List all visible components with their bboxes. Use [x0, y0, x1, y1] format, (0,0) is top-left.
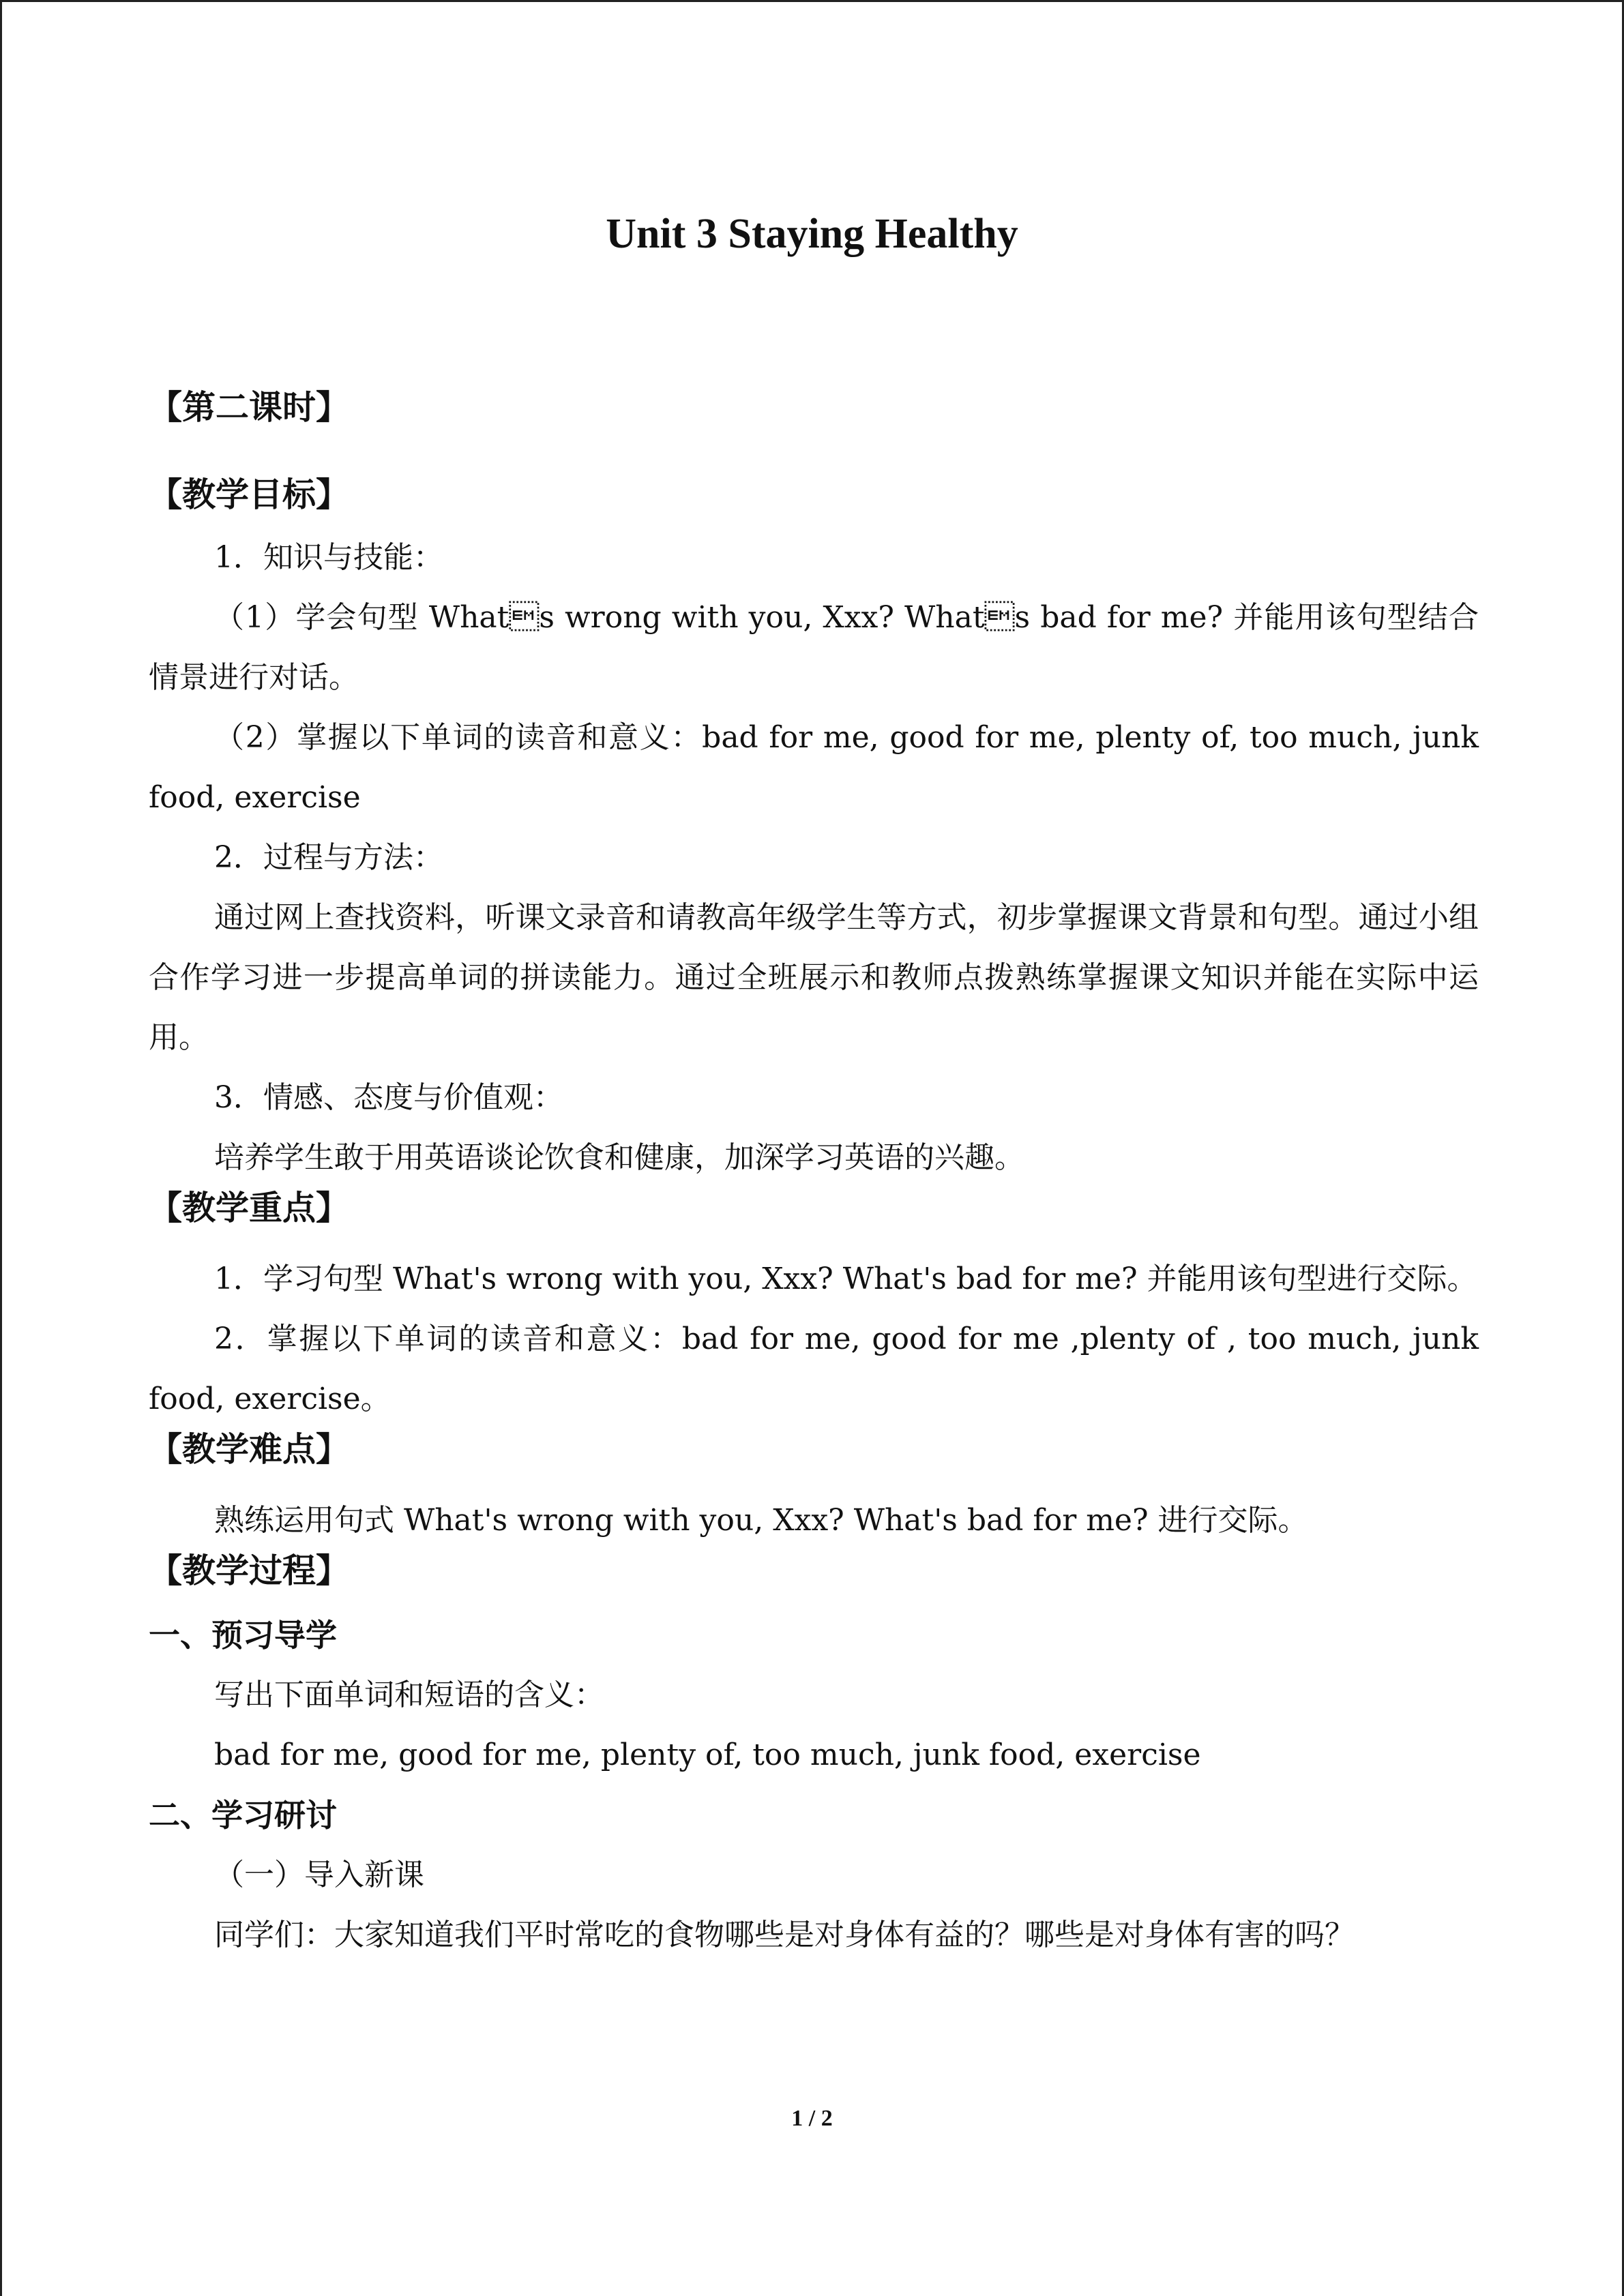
key-point-item-2: 2．掌握以下单词的读音和意义：bad for me, good for me ,plenty of , too much, junk food, exercise。	[149, 1322, 1479, 1416]
process-heading: 【教学过程】	[149, 1551, 350, 1590]
lesson-heading: 【第二课时】	[149, 388, 350, 427]
document-title: Unit 3 Staying Healthy	[606, 211, 1018, 257]
objective-item-3-text: 培养学生敢于用英语谈论饮食和健康，加深学习英语的兴趣。	[214, 1140, 1024, 1175]
objective-item-1: 1．知识与技能：	[214, 540, 443, 575]
objective-item-1a: （1）学会句型 Whats wrong with you, Xxx? Whats bad for me? 并能用该句型结合情景进行对话。	[149, 600, 1479, 695]
objective-item-2-text: 通过网上查找资料，听课文录音和请教高年级学生等方式，初步掌握课文背景和句型。通过小组合作学习进一步提高单词的拼读能力。通过全班展示和教师点拨熟练掌握课文知识并能在实际中运用。	[149, 900, 1479, 1055]
document-body	[149, 387, 1479, 1965]
process-part2-sub1: （一）导入新课	[214, 1858, 424, 1892]
key-points-heading: 【教学重点】	[149, 1189, 350, 1227]
process-part2-text: 同学们：大家知道我们平时常吃的食物哪些是对身体有益的？哪些是对身体有害的吗？	[214, 1918, 1355, 1952]
process-part2-title: 二、学习研讨	[149, 1797, 337, 1834]
process-part1-instruction: 写出下面单词和短语的含义：	[214, 1678, 604, 1712]
objective-item-3: 3．情感、态度与价值观：	[214, 1080, 563, 1115]
objective-item-2: 2．过程与方法：	[214, 840, 443, 875]
objective-item-1b: （2）掌握以下单词的读音和意义：bad for me, good for me, plenty of, too much, junk food, exercise	[149, 720, 1479, 815]
process-part1-words: bad for me, good for me, plenty of, too much, junk food, exercise	[214, 1738, 1201, 1772]
process-part1-title: 一、预习导学	[149, 1617, 337, 1654]
difficulties-text: 熟练运用句式 What's wrong with you, Xxx? What's bad for me? 进行交际。	[214, 1503, 1308, 1538]
key-point-item-1: 1．学习句型 What's wrong with you, Xxx? What's bad for me? 并能用该句型进行交际。	[214, 1262, 1477, 1296]
difficulties-heading: 【教学难点】	[149, 1430, 350, 1469]
page-number: 1 / 2	[791, 2106, 833, 2131]
objectives-heading: 【教学目标】	[149, 475, 350, 514]
